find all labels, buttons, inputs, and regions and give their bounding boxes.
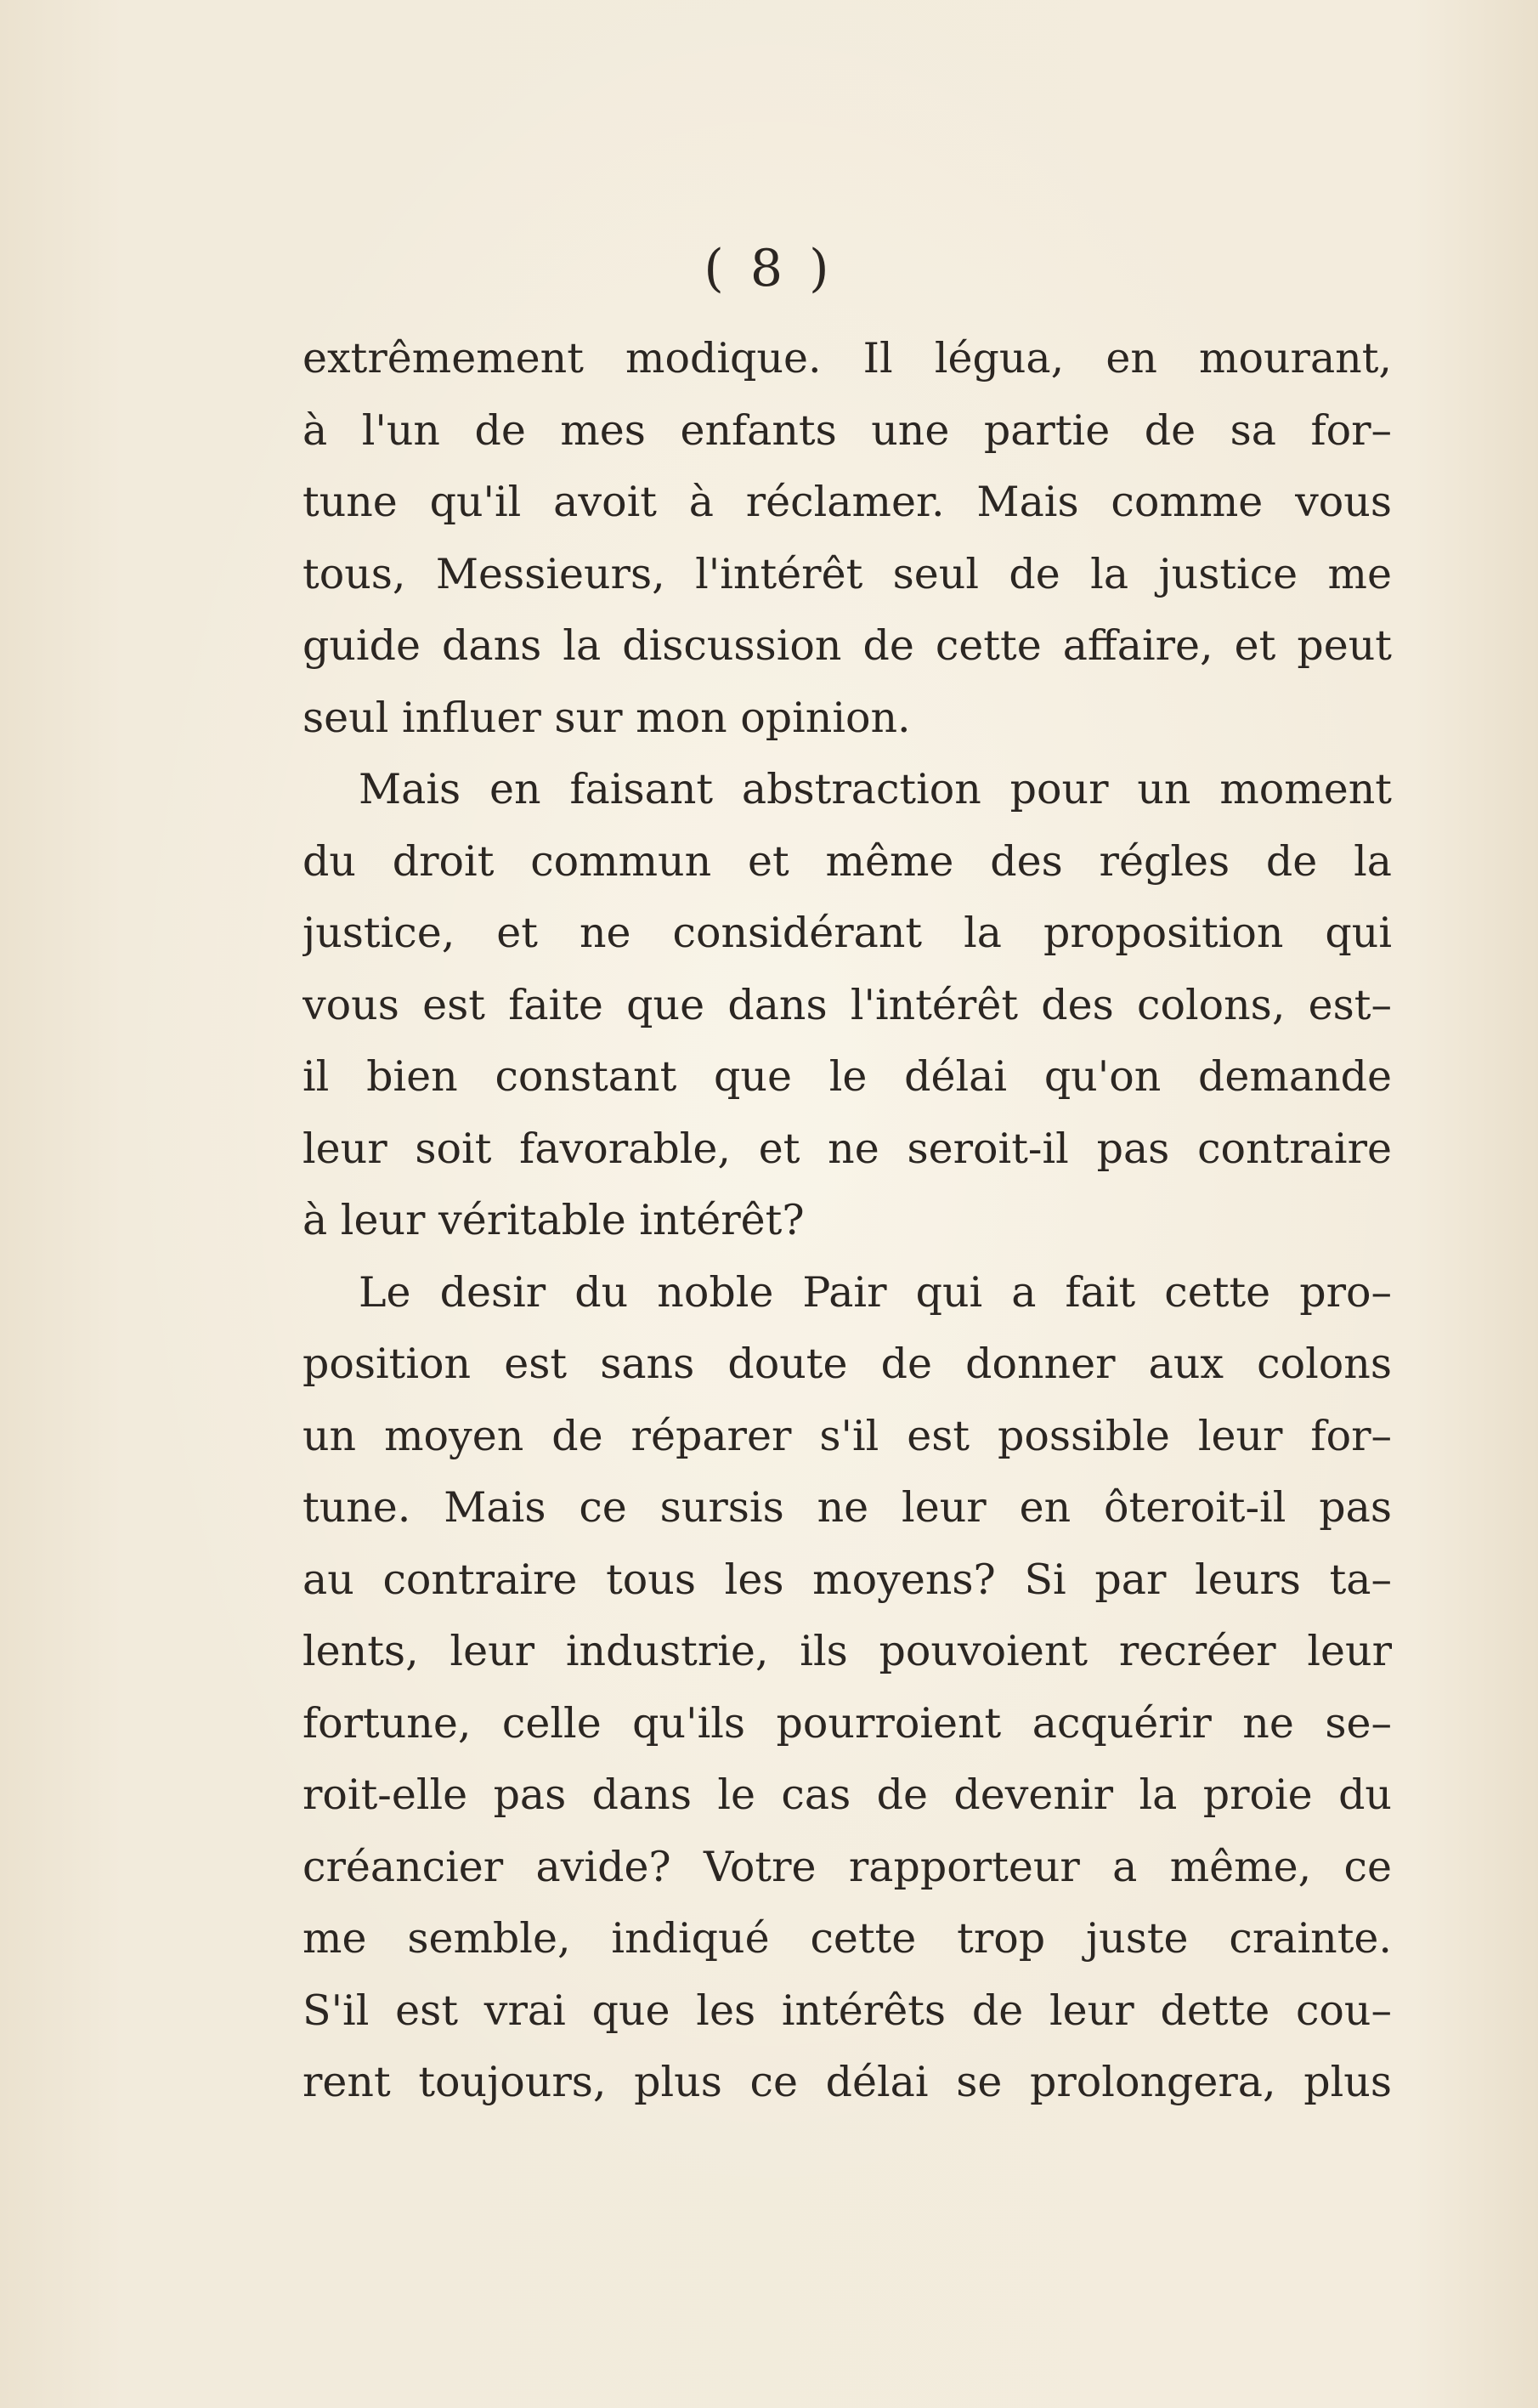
text-line: S'il est vrai que les intérêts de leur dette cou– bbox=[303, 1986, 1392, 2035]
text-line: justice, et ne considérant la proposition qui bbox=[303, 909, 1392, 957]
text-line: à leur véritable intérêt? bbox=[303, 1196, 805, 1244]
paragraph-start-line: Le desir du noble Pair qui a fait cette pro– bbox=[359, 1267, 1392, 1317]
text-line: roit-elle pas dans le cas de devenir la proie du bbox=[303, 1771, 1392, 1819]
text-line: au contraire tous les moyens? Si par leurs ta– bbox=[303, 1555, 1392, 1604]
text-line: créancier avide? Votre rapporteur a même, ce bbox=[303, 1842, 1392, 1891]
text-line: du droit commun et même des régles de la bbox=[303, 836, 1392, 886]
text-line: extrêmement modique. Il légua, en mourant, bbox=[303, 334, 1392, 382]
body-text bbox=[303, 323, 1392, 2119]
text-line: lents, leur industrie, ils pouvoient recréer leur bbox=[303, 1627, 1392, 1675]
text-line: tous, Messieurs, l'intérêt seul de la justice me bbox=[303, 549, 1392, 598]
text-line: tune qu'il avoit à réclamer. Mais comme vous bbox=[303, 478, 1392, 526]
text-line: me semble, indiqué cette trop juste crainte. bbox=[303, 1914, 1392, 1963]
text-line: tune. Mais ce sursis ne leur en ôteroit-il pas bbox=[303, 1483, 1392, 1532]
text-line: vous est faite que dans l'intérêt des colons, est– bbox=[303, 980, 1392, 1029]
paragraph-start-line: Mais en faisant abstraction pour un moment bbox=[359, 765, 1392, 813]
text-line: il bien constant que le délai qu'on demande bbox=[303, 1052, 1392, 1101]
text-line: à l'un de mes enfants une partie de sa for– bbox=[303, 405, 1392, 455]
text-line: seul influer sur mon opinion. bbox=[303, 693, 911, 742]
text-line: position est sans doute de donner aux colons bbox=[303, 1340, 1392, 1388]
text-line: leur soit favorable, et ne seroit-il pas contraire bbox=[303, 1124, 1392, 1173]
text-line: fortune, celle qu'ils pourroient acquérir ne se– bbox=[303, 1698, 1392, 1748]
text-line: guide dans la discussion de cette affaire, et peut bbox=[303, 621, 1392, 670]
text-line: un moyen de réparer s'il est possible leur for– bbox=[303, 1411, 1392, 1460]
page-number: ( 8 ) bbox=[704, 239, 834, 298]
text-line: rent toujours, plus ce délai se prolongera, plus bbox=[303, 2058, 1392, 2106]
